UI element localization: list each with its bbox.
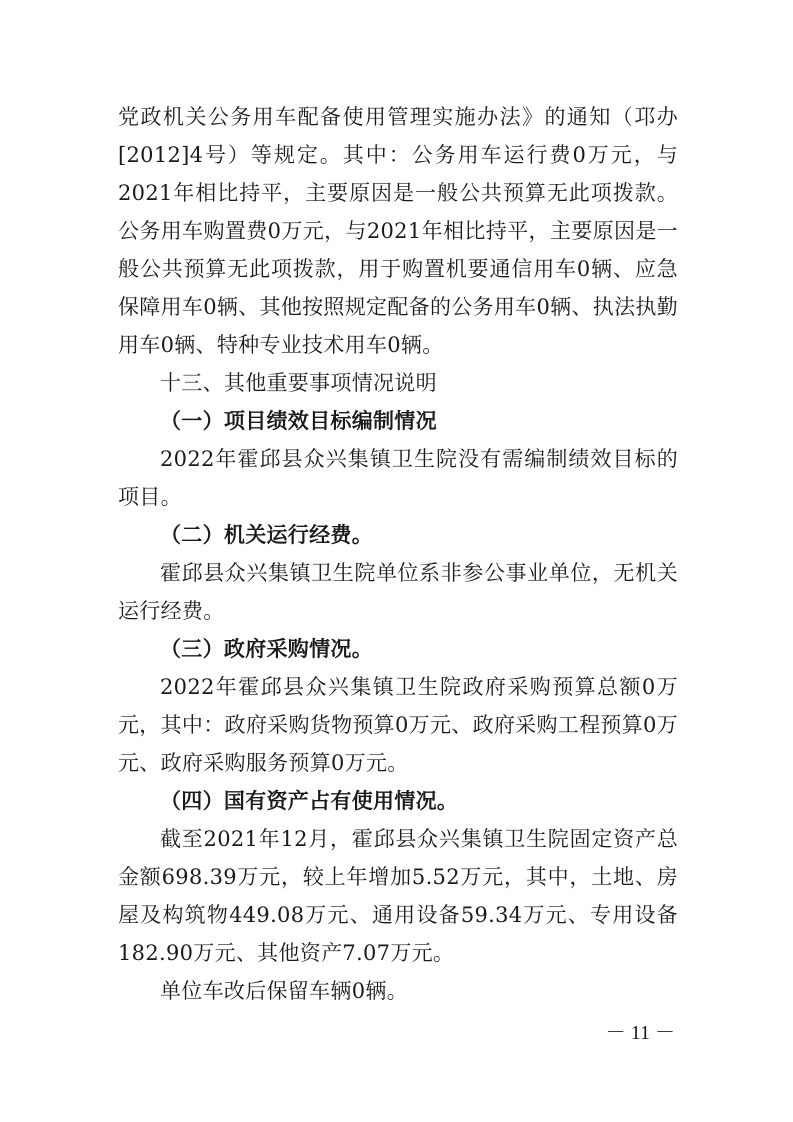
section-heading-other-matters: 十三、其他重要事项情况说明 (160, 371, 437, 395)
paragraph-retained-vehicles: 单位车改后保留车辆0辆。 (160, 979, 408, 1003)
paragraph-operating-expenses: 霍邱县众兴集镇卫生院单位系非参公事业单位，无机关运行经费。 (118, 561, 678, 623)
page-number: － 11 － (605, 1022, 675, 1044)
subheading-performance-goals: （一）项目绩效目标编制情况 (160, 409, 437, 433)
subheading-state-assets: （四）国有资产占有使用情况。 (160, 789, 459, 813)
subheading-operating-expenses: （二）机关运行经费。 (160, 523, 373, 547)
paragraph-vehicle-costs: 党政机关公务用车配备使用管理实施办法》的通知（邛办[2012]4号）等规定。其中：公务用车运行费0万元，与2021年相比持平，主要原因是一般公共预算无此项拨款。公务用车购置费0万元，与2021年相比持平，主要原因是一般公共预算无此项拨款，用于购置机要通信用车0辆、应急保障用车0辆、其他按照规定配备的公务用车0辆、执法执勤用车0辆、特种专业技术用车0辆。 (118, 105, 678, 357)
document-body (118, 98, 678, 1010)
subheading-government-procurement: （三）政府采购情况。 (160, 637, 373, 661)
paragraph-state-assets: 截至2021年12月，霍邱县众兴集镇卫生院固定资产总金额698.39万元，较上年增加5.52万元，其中，土地、房屋及构筑物449.08万元、通用设备59.34万元、专用设备182.90万元、其他资产7.07万元。 (118, 827, 678, 965)
paragraph-government-procurement: 2022年霍邱县众兴集镇卫生院政府采购预算总额0万元，其中：政府采购货物预算0万元、政府采购工程预算0万元、政府采购服务预算0万元。 (118, 675, 678, 775)
paragraph-performance-goals: 2022年霍邱县众兴集镇卫生院没有需编制绩效目标的项目。 (118, 447, 678, 509)
